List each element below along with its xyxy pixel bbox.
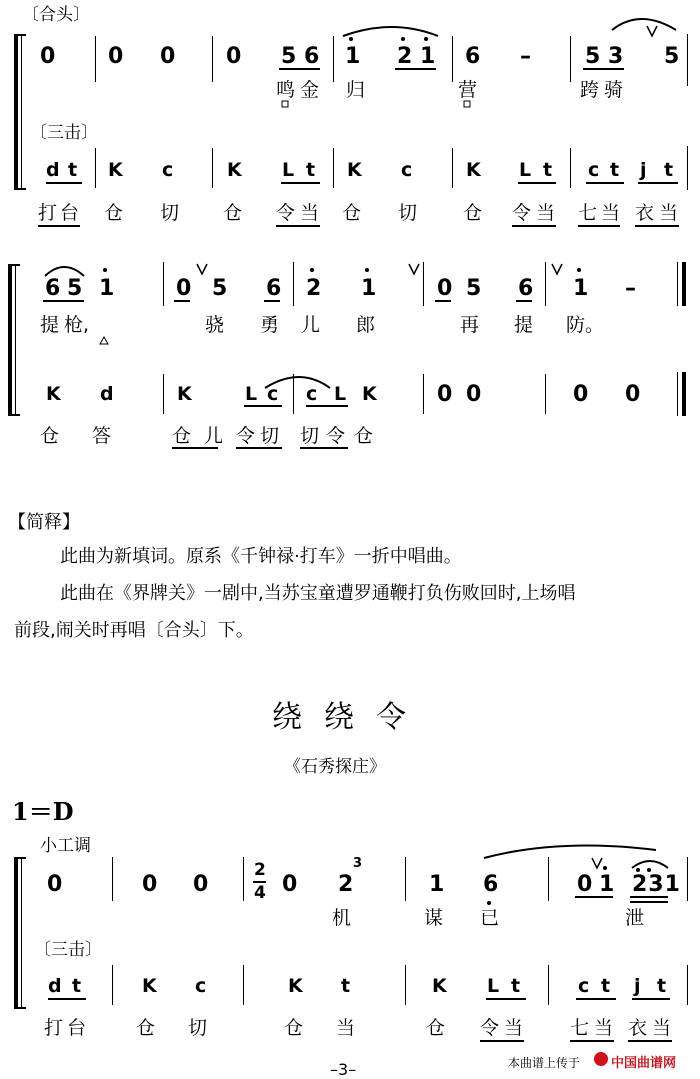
perc-word: 令 [480,1017,500,1039]
lyric: 枪, [64,314,90,336]
melody-note: 3 [608,44,624,69]
melody-note: 2 [306,276,322,301]
slur [612,19,676,30]
perc-stroke: L [282,159,295,181]
notes-paragraph: 此曲为新填词。原系《千钟禄·打车》一折中唱曲。 [60,546,462,567]
perc-word: 当 [336,1017,356,1039]
perc-word: 台 [67,1017,87,1039]
lyric: 营 [458,79,478,101]
perc-stroke: t [72,975,82,997]
perc-word: 仓 [284,1017,304,1039]
melody-note: 1 [599,872,615,897]
perc-stroke: L [519,159,532,181]
melody-note: 0 [226,44,242,69]
perc-stroke: K [288,975,303,997]
notes-paragraph: 前段,闹关时再唱〔合头〕下。 [14,620,254,641]
perc-word: 七 [578,202,598,224]
section-label-sanji: 〔三击〕 [34,940,102,960]
perc-word: 切 [160,202,180,224]
melody-note: 5 [664,44,680,69]
perc-word: 令 [276,202,296,224]
melody-note: 6 [304,44,320,69]
perc-word: 仓 [104,202,124,224]
perc-word: 切 [300,425,320,447]
perc-stroke: K [347,159,362,181]
melody-note: 5 [67,276,83,301]
melody-note: 5 [466,276,482,301]
melody-note: 0 [176,276,192,301]
perc-word: 打 [38,202,58,224]
melody-note: 6 [518,276,534,301]
melody-note: 1 [361,276,377,301]
perc-stroke: L [245,383,258,405]
perc-stroke: c [401,159,413,181]
perc-stroke: t [601,975,611,997]
dash: – [625,276,636,301]
perc-word: 仓 [223,202,243,224]
lyric: 防。 [566,314,605,336]
perc-stroke: t [543,159,553,181]
perc-word: 仓 [426,1017,446,1039]
melody-note: 0 [437,276,453,301]
melody-note: 231 [632,872,681,897]
perc-word: 令 [512,202,532,224]
perc-word: 仓 [354,425,374,447]
melody-note: 5 [281,44,297,69]
melody-note: 0 [625,382,641,407]
melody-note: 0 [40,44,56,69]
perc-stroke: t [657,975,667,997]
lyric: 归 [346,79,366,101]
perc-stroke: j [634,975,641,997]
section-label-sanji: 〔三击〕 [30,123,98,143]
perc-word: 当 [652,1017,672,1039]
perc-word: 答 [92,425,112,447]
melody-note: 5 [212,276,228,301]
perc-word: 切 [398,202,418,224]
lyric: 已 [480,907,500,929]
lyric: 跨 [580,79,600,101]
perc-word: 切 [260,425,280,447]
lyric: 骁 [205,314,225,336]
perc-stroke: K [466,159,481,181]
perc-stroke: t [306,159,316,181]
melody-note: 0 [573,382,589,407]
melody-note: 1 [420,44,436,69]
melody-note: 6 [266,276,282,301]
perc-word: 当 [504,1017,524,1039]
lyric: 谋 [424,907,444,929]
lyric: 提 [40,314,60,336]
perc-word: 当 [594,1017,614,1039]
perc-stroke: K [177,383,192,405]
perc-word: 仓 [463,202,483,224]
perc-word: 仓 [136,1017,156,1039]
perc-stroke: K [362,383,377,405]
melody-note: 0 [193,872,209,897]
lyric: 鸣 [276,79,296,101]
melody-note: 5 [585,44,601,69]
lyric: 机 [332,907,352,929]
grace-note: 3 [353,856,363,871]
mode-label: 小工调 [40,836,91,856]
perc-stroke: L [487,975,500,997]
perc-stroke: t [664,159,674,181]
perc-word: 当 [659,202,679,224]
piece-source: 《石秀探庄》 [284,757,386,777]
perc-stroke: L [334,383,347,405]
perc-word: 令 [326,425,346,447]
perc-word: 七 [570,1017,590,1039]
perc-stroke: K [46,383,61,405]
melody-note: 0 [108,44,124,69]
perc-stroke: t [610,159,620,181]
perc-word: 切 [188,1017,208,1039]
lyric: 泄 [625,907,645,929]
lyric: 骑 [604,79,624,101]
perc-stroke: t [511,975,521,997]
perc-word: 衣 [628,1017,648,1039]
melody-note: 2 [338,872,354,897]
lyric: 再 [460,314,480,336]
perc-word: 打 [44,1017,64,1039]
perc-stroke: c [306,383,318,405]
lyric: 提 [514,314,534,336]
perc-stroke: c [588,159,600,181]
melody-note: 0 [160,44,176,69]
perc-word: 令 [236,425,256,447]
key-signature: 1＝D [12,797,74,826]
slur [343,27,438,36]
perc-stroke: K [108,159,123,181]
melody-note: 1 [573,276,589,301]
perc-word: 台 [60,202,80,224]
melody-note: 1 [99,276,115,301]
melody-note: 0 [47,872,63,897]
melody-note: 0 [577,872,593,897]
perc-stroke: c [195,975,207,997]
perc-stroke: d [100,383,114,405]
lyric: 金 [300,79,320,101]
site-name: 中国曲谱网 [611,1056,677,1071]
melody-note: 0 [142,872,158,897]
perc-word: 仓 [172,425,192,447]
melody-note: 0 [437,382,453,407]
piece-title: 绕绕令 [272,700,428,735]
perc-stroke: c [578,975,590,997]
perc-word: 衣 [635,202,655,224]
perc-word: 当 [601,202,621,224]
lyric: 郎 [356,314,376,336]
melody-note: 1 [429,872,445,897]
perc-stroke: K [227,159,242,181]
perc-word: 当 [536,202,556,224]
lyric: 儿 [301,314,321,336]
melody-note: 0 [466,382,482,407]
perc-stroke: K [432,975,447,997]
notes-paragraph: 此曲在《界牌关》一剧中,当苏宝童遭罗通鞭打负伤败回时,上场唱 [60,583,576,604]
perc-stroke: K [142,975,157,997]
perc-stroke: j [640,159,647,181]
perc-stroke: t [68,159,78,181]
perc-stroke: t [341,975,351,997]
perc-stroke: c [267,383,279,405]
perc-word: 仓 [342,202,362,224]
perc-stroke: d [46,159,60,181]
upload-credit: 本曲谱上传于 [508,1056,581,1070]
dash: – [520,44,531,69]
perc-word: 儿 [204,425,224,447]
time-sig-bottom: 4 [254,883,266,903]
melody-note: 6 [483,872,499,897]
page-number: –3– [330,1060,357,1079]
perc-stroke: c [162,159,174,181]
melody-note: 0 [282,872,298,897]
perc-word: 仓 [40,425,60,447]
melody-note: 1 [345,44,361,69]
notes-heading: 【简释】 [8,512,80,533]
melody-note: 6 [45,276,61,301]
melody-note: 6 [465,44,481,69]
lyric: 勇 [260,314,280,336]
section-label-hetou: 〔合头〕 [22,5,90,25]
time-sig-top: 2 [254,860,266,880]
melody-note: 2 [397,44,413,69]
perc-word: 当 [300,202,320,224]
perc-stroke: d [48,975,62,997]
